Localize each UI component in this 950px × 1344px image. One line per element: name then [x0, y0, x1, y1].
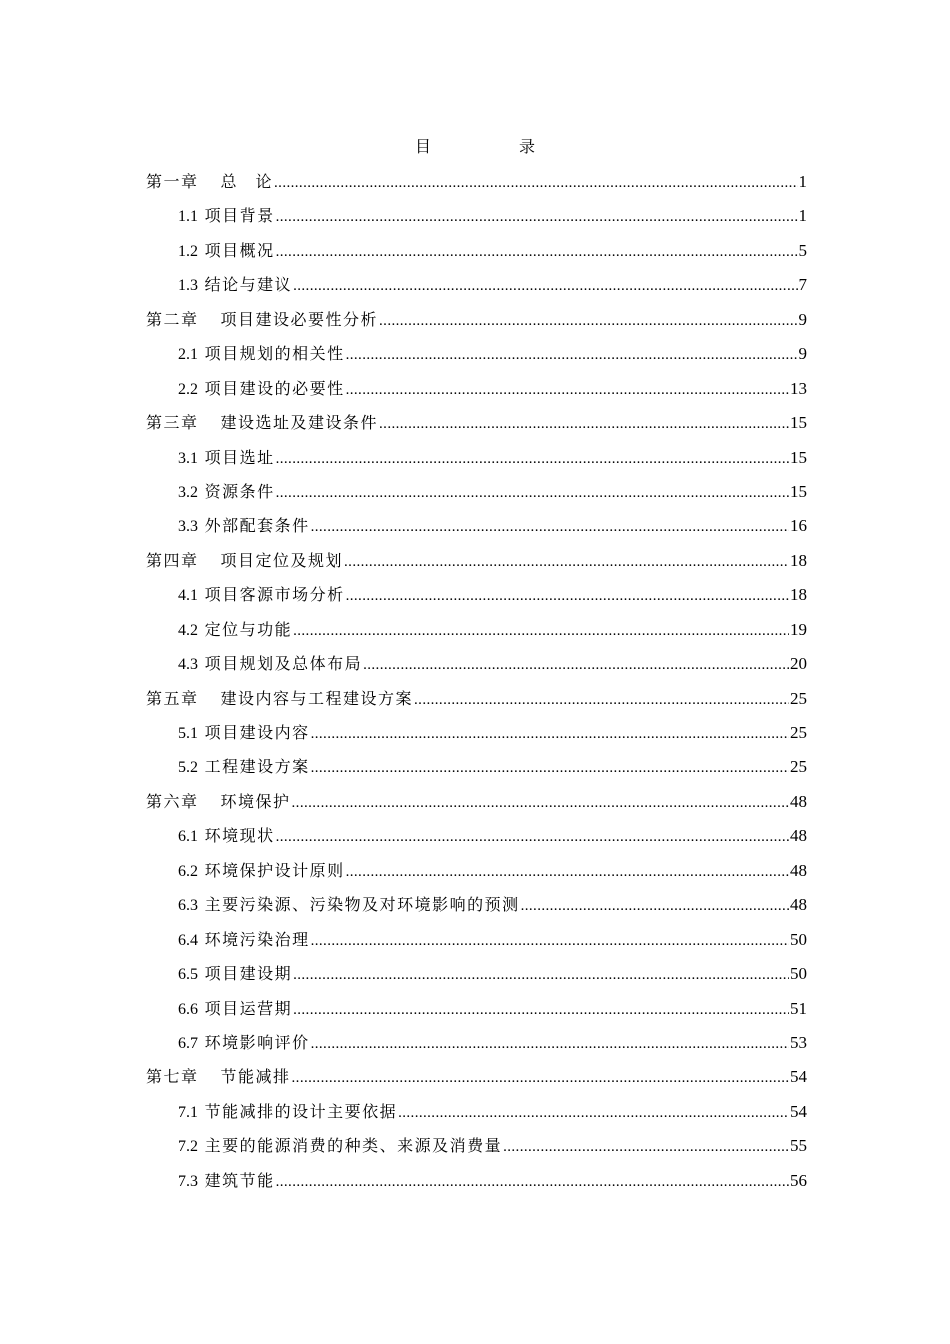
- page-number: 15: [790, 481, 807, 501]
- page-number: 48: [790, 895, 807, 915]
- dot-leader: [311, 509, 789, 544]
- section-number: 1.3: [178, 277, 198, 295]
- toc-entry-text: [146, 406, 378, 440]
- section-title: 项目概况: [204, 240, 275, 260]
- section-title: 项目建设内容: [204, 723, 310, 742]
- page-number: 18: [790, 585, 807, 605]
- page-number: 48: [790, 860, 807, 880]
- section-number: 3.3: [178, 518, 198, 536]
- dot-leader: [311, 716, 789, 751]
- toc-section-entry[interactable]: [146, 1129, 807, 1163]
- dot-leader: [276, 475, 789, 510]
- page-number: 20: [790, 654, 807, 674]
- toc-section-entry[interactable]: [146, 854, 807, 888]
- page-number: 51: [790, 998, 807, 1018]
- page-number: 7: [798, 275, 807, 295]
- section-title: 项目建设的必要性: [204, 378, 345, 398]
- toc-section-entry[interactable]: [146, 337, 807, 371]
- dot-leader: [521, 888, 789, 923]
- dot-leader: [311, 923, 789, 958]
- toc-entry-text: [178, 1095, 397, 1130]
- section-number: 4.1: [178, 587, 198, 605]
- toc-section-entry[interactable]: [146, 1095, 807, 1129]
- section-title: 资源条件: [204, 481, 275, 501]
- chapter-title: 项目建设必要性分析: [220, 309, 379, 329]
- section-number: 3.2: [178, 483, 198, 501]
- toc-entry-text: [178, 441, 275, 476]
- toc-chapter-entry[interactable]: [146, 303, 807, 337]
- page-number: 25: [790, 688, 807, 708]
- toc-entry-text: [178, 613, 292, 648]
- toc-section-entry[interactable]: [146, 613, 807, 647]
- section-number: 6.7: [178, 1034, 198, 1052]
- chapter-title: 环境保护: [220, 791, 291, 811]
- section-number: 2.1: [178, 346, 198, 364]
- toc-entry-text: [178, 647, 362, 682]
- toc-entry-text: [178, 923, 310, 958]
- page-number: 54: [790, 1101, 807, 1121]
- section-number: 6.3: [178, 897, 198, 915]
- toc-entry-text: [178, 578, 345, 613]
- section-number: 7.1: [178, 1103, 198, 1121]
- dot-leader: [293, 957, 789, 992]
- dot-leader: [276, 199, 798, 234]
- page-number: 50: [790, 964, 807, 984]
- toc-section-entry[interactable]: [146, 923, 807, 957]
- toc-section-entry[interactable]: [146, 957, 807, 991]
- dot-leader: [293, 613, 789, 648]
- toc-title: 目 录: [414, 137, 571, 156]
- toc-section-entry[interactable]: [146, 441, 807, 475]
- dot-leader: [346, 854, 789, 889]
- section-title: 定位与功能: [204, 619, 293, 639]
- page-number: 55: [790, 1136, 807, 1156]
- section-number: 6.6: [178, 1000, 198, 1018]
- page-number: 48: [790, 826, 807, 846]
- section-number: 4.2: [178, 621, 198, 639]
- toc-section-entry[interactable]: [146, 578, 807, 612]
- toc-entry-text: [178, 372, 345, 407]
- dot-leader: [379, 406, 789, 441]
- toc-chapter-entry[interactable]: [146, 785, 807, 819]
- chapter-label: 第六章: [146, 791, 199, 811]
- toc-chapter-entry[interactable]: [146, 682, 807, 716]
- toc-section-entry[interactable]: [146, 750, 807, 784]
- toc-entry-text: [178, 509, 310, 544]
- section-number: 5.1: [178, 725, 198, 742]
- section-number: 1.1: [178, 208, 198, 226]
- section-title: 项目选址: [204, 447, 275, 467]
- chapter-label: 第四章: [146, 550, 199, 570]
- section-number: 6.4: [178, 931, 198, 949]
- page-number: 54: [790, 1067, 807, 1087]
- toc-entry-text: [146, 303, 378, 337]
- section-title: 建筑节能: [204, 1170, 275, 1190]
- section-number: 2.2: [178, 380, 198, 398]
- dot-leader: [276, 441, 789, 476]
- toc-entry-text: [178, 750, 310, 785]
- toc-section-entry[interactable]: [146, 1026, 807, 1060]
- section-title: 环境现状: [204, 826, 275, 846]
- section-title: 结论与建议: [204, 275, 293, 295]
- section-number: 6.5: [178, 966, 198, 984]
- section-title: 节能减排的设计主要依据: [204, 1101, 398, 1121]
- toc-entry-text: [178, 957, 292, 992]
- toc-entry-text: [178, 716, 310, 751]
- section-title: 项目规划及总体布局: [204, 654, 363, 674]
- chapter-label: 第五章: [146, 688, 199, 708]
- dot-leader: [292, 785, 789, 820]
- section-number: 7.3: [178, 1172, 198, 1190]
- page-number: 53: [790, 1032, 807, 1052]
- toc-section-entry[interactable]: [146, 992, 807, 1026]
- section-title: 项目背景: [204, 206, 275, 226]
- section-number: 6.1: [178, 828, 198, 846]
- toc-entry-text: [178, 854, 345, 889]
- page-number: 1: [798, 206, 807, 226]
- dot-leader: [292, 1060, 789, 1095]
- toc-entry-text: [146, 682, 413, 716]
- dot-leader: [414, 682, 789, 717]
- chapter-title: 项目定位及规划: [220, 550, 344, 570]
- toc-entry-text: [178, 1026, 310, 1061]
- toc-entry-text: [146, 785, 291, 819]
- dot-leader: [311, 750, 789, 785]
- page-number: 9: [798, 309, 807, 329]
- section-number: 6.2: [178, 862, 198, 880]
- section-title: 主要污染源、污染物及对环境影响的预测: [204, 895, 520, 915]
- page-number: 5: [798, 240, 807, 260]
- page-number: 56: [790, 1170, 807, 1190]
- toc-chapter-entry[interactable]: [146, 544, 807, 578]
- toc-section-entry[interactable]: [146, 819, 807, 853]
- toc-section-entry[interactable]: [146, 888, 807, 922]
- chapter-label: 第二章: [146, 309, 199, 329]
- section-title: 项目规划的相关性: [204, 344, 345, 364]
- section-number: 3.1: [178, 449, 198, 467]
- section-number: 1.2: [178, 242, 198, 260]
- dot-leader: [363, 647, 789, 682]
- page-number: 9: [798, 344, 807, 364]
- table-of-contents: [146, 165, 807, 1198]
- chapter-title: 建设内容与工程建设方案: [220, 688, 414, 708]
- chapter-title: 节能减排: [220, 1067, 291, 1087]
- page-number: 19: [790, 619, 807, 639]
- toc-entry-text: [178, 1164, 275, 1199]
- section-title: 环境保护设计原则: [204, 860, 345, 880]
- toc-entry-text: [178, 1129, 502, 1164]
- toc-section-entry[interactable]: [146, 199, 807, 233]
- page-number: 15: [790, 413, 807, 433]
- section-title: 环境污染治理: [204, 929, 310, 949]
- page-number: 16: [790, 516, 807, 536]
- toc-section-entry[interactable]: [146, 475, 807, 509]
- toc-entry-text: [178, 234, 275, 269]
- section-title: 工程建设方案: [204, 757, 310, 777]
- dot-leader: [346, 337, 798, 372]
- chapter-title: 建设选址及建设条件: [220, 413, 379, 433]
- toc-entry-text: [146, 165, 273, 199]
- chapter-label: 第七章: [146, 1067, 199, 1087]
- toc-section-entry[interactable]: [146, 509, 807, 543]
- page-number: 25: [790, 757, 807, 777]
- page-number: 25: [790, 723, 807, 742]
- dot-leader: [344, 544, 789, 579]
- toc-section-entry[interactable]: [146, 1164, 807, 1198]
- toc-section-entry[interactable]: [146, 372, 807, 406]
- toc-entry-text: [146, 1060, 291, 1094]
- section-title: 环境影响评价: [204, 1032, 310, 1052]
- page-number: 13: [790, 378, 807, 398]
- toc-section-entry[interactable]: [146, 716, 807, 750]
- toc-entry-text: [178, 337, 345, 372]
- toc-chapter-entry[interactable]: [146, 1060, 807, 1094]
- dot-leader: [346, 578, 789, 613]
- section-title: 项目建设期: [204, 964, 293, 984]
- page-number: 18: [790, 550, 807, 570]
- chapter-label: 第三章: [146, 413, 199, 433]
- section-title: 项目客源市场分析: [204, 585, 345, 605]
- dot-leader: [398, 1095, 789, 1130]
- dot-leader: [346, 372, 789, 407]
- section-number: 7.2: [178, 1138, 198, 1156]
- toc-section-entry[interactable]: [146, 234, 807, 268]
- dot-leader: [311, 1026, 789, 1061]
- toc-entry-text: [178, 199, 275, 234]
- toc-entry-text: [178, 268, 292, 303]
- section-title: 外部配套条件: [204, 516, 310, 536]
- toc-chapter-entry[interactable]: [146, 406, 807, 440]
- dot-leader: [274, 165, 797, 200]
- page-number: 15: [790, 447, 807, 467]
- dot-leader: [293, 268, 797, 303]
- dot-leader: [276, 234, 798, 269]
- page-number: 48: [790, 791, 807, 811]
- toc-entry-text: [146, 544, 343, 578]
- toc-chapter-entry[interactable]: [146, 165, 807, 199]
- toc-entry-text: [178, 888, 520, 923]
- toc-section-entry[interactable]: [146, 268, 807, 302]
- section-number: 5.2: [178, 759, 198, 777]
- dot-leader: [503, 1129, 789, 1164]
- dot-leader: [276, 1164, 789, 1199]
- section-title: 主要的能源消费的种类、来源及消费量: [204, 1136, 503, 1156]
- toc-entry-text: [178, 475, 275, 510]
- page-number: 1: [798, 172, 807, 191]
- chapter-label: 第一章: [146, 172, 199, 191]
- page-number: 50: [790, 929, 807, 949]
- dot-leader: [379, 303, 797, 338]
- section-title: 项目运营期: [204, 998, 293, 1018]
- section-number: 4.3: [178, 656, 198, 674]
- toc-section-entry[interactable]: [146, 647, 807, 681]
- toc-entry-text: [178, 819, 275, 854]
- dot-leader: [293, 992, 789, 1027]
- dot-leader: [276, 819, 789, 854]
- toc-entry-text: [178, 992, 292, 1027]
- chapter-title: 总 论: [220, 172, 274, 191]
